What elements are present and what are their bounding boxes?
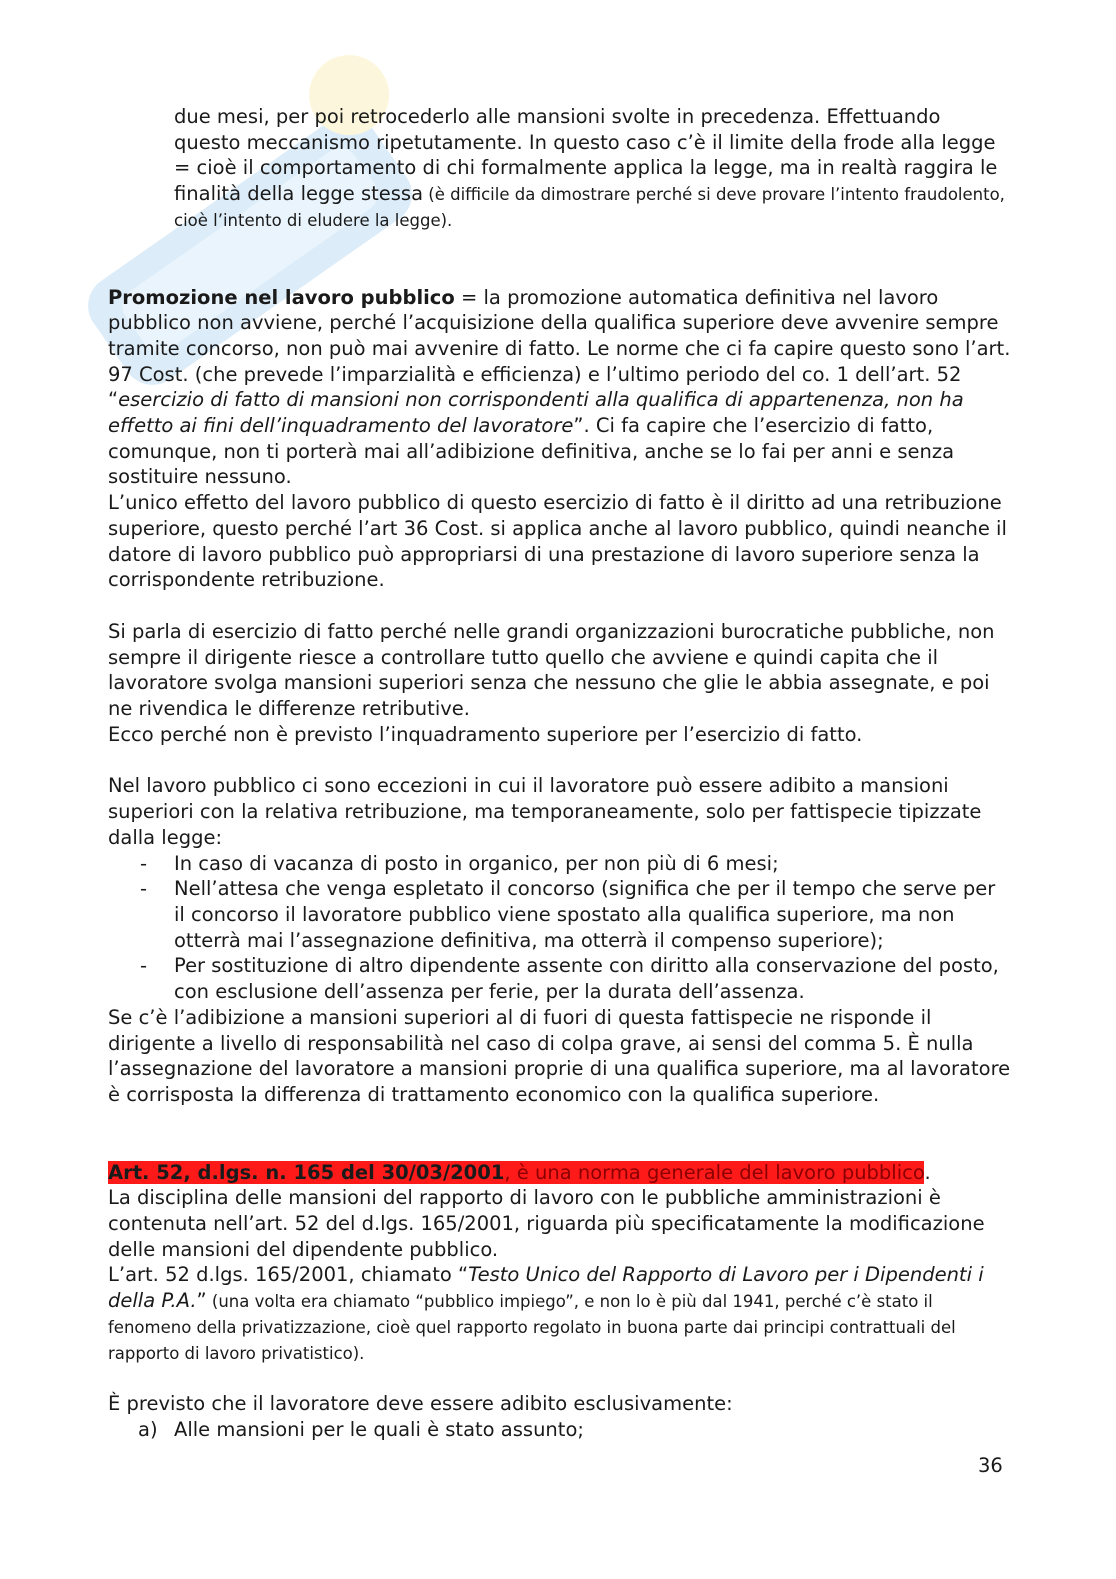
art52-paragraph-3: È previsto che il lavoratore deve essere adibito esclusivamente: xyxy=(108,1392,733,1416)
eccezioni-list xyxy=(108,851,1012,1005)
promozione-quote: esercizio di fatto di mansioni non corrispondenti alla qualifica di appartenenza, non ha effetto ai fini dell’inquadramento del lavoratore xyxy=(108,388,964,438)
promozione-paragraph-2: L’unico effetto del lavoro pubblico di questo esercizio di fatto è il diritto ad una retribuzione superiore, questo perché l’art 36 Cost. si applica anche al lavoro pubblico, quindi neanche il datore di lavoro pubblico può appropriarsi di una prestazione di lavoro superiore senza la corrispondente retribuzione. xyxy=(108,491,1007,592)
continuation-text: due mesi, per poi retrocederlo alle mansioni svolte in precedenza. Effettuando questo meccanismo ripetutamente. In questo caso c’è il limite della frode alla legge = cioè il comportamento di chi formalmente applica la legge, ma in realtà raggira le finalità della legge stessa xyxy=(174,105,998,206)
art52-note: (una volta era chiamato “pubblico impiego”, e non lo è più dal 1941, perché c’è stato il fenomeno della privatizzazione, cioè quel rapporto regolato in buona parte dai principi contrattuali del rapporto di lavoro privatistico). xyxy=(108,1292,956,1363)
art52-paragraph-2: L’art. 52 d.lgs. 165/2001, chiamato “Testo Unico del Rapporto di Lavoro per i Dipendenti i della P.A.” (una volta era chiamato “pubblico impiego”, e non lo è più dal 1941, perché c’è stato il fenomeno della privatizzazione, cioè quel rapporto regolato in buona parte dai principi contrattuali del rapporto di lavoro privatistico). xyxy=(108,1263,984,1363)
esercizio-paragraph-1: Si parla di esercizio di fatto perché nelle grandi organizzazioni burocratiche pubbliche, non sempre il dirigente riesce a controllare tutto quello che avviene e quindi capita che il lavoratore svolga mansioni superiori senza che nessuno che glie le abbia assegnate, e poi ne rivendica le differenze retributive. xyxy=(108,619,995,721)
continuation-note: (è difficile da dimostrare perché si deve provare l’intento fraudolento, cioè l’intento di eludere la legge). xyxy=(174,185,1005,230)
art52-heading: Art. 52, d.lgs. n. 165 del 30/03/2001, è una norma generale del lavoro pubblico. xyxy=(108,1160,931,1184)
bullet-marker: - xyxy=(140,851,148,875)
bullet-marker: - xyxy=(140,954,148,978)
art52-paragraph-1: La disciplina delle mansioni del rapporto di lavoro con le pubbliche amministrazioni è contenuta nell’art. 52 del d.lgs. 165/2001, riguarda più specificatamente la modificazione delle mansioni del dipendente pubblico. xyxy=(108,1186,985,1261)
eccezioni-intro: Nel lavoro pubblico ci sono eccezioni in cui il lavoratore può essere adibito a mansioni superiori con la relativa retribuzione, ma temporaneamente, solo per fattispecie tipizzate dalla legge: xyxy=(108,774,982,849)
continuation-paragraph xyxy=(174,104,1012,233)
promozione-paragraph xyxy=(108,285,1012,491)
art52-title: Art. 52, d.lgs. n. 165 del 30/03/2001 xyxy=(108,1160,505,1184)
document-page xyxy=(108,104,1012,1443)
art52-quote: Testo Unico del Rapporto di Lavoro per i Dipendenti i della P.A. xyxy=(108,1263,984,1313)
list-item: - Per sostituzione di altro dipendente assente con diritto alla conservazione del posto, con esclusione dell’assenza per ferie, per la durata dell’assenza. xyxy=(140,954,999,1004)
art52-subtitle: , è una norma generale del lavoro pubblico xyxy=(504,1160,925,1184)
list-item: a) Alle mansioni per le quali è stato assunto; xyxy=(138,1417,584,1441)
page-number: 36 xyxy=(978,1454,1003,1477)
bullet-marker: - xyxy=(140,877,148,901)
eccezioni-closing: Se c’è l’adibizione a mansioni superiori al di fuori di questa fattispecie ne risponde il dirigente a livello di responsabilità nel caso di colpa grave, ai sensi del comma 5. È nulla l’assegnazione del lavoratore a mansioni proprie di una qualifica superiore, ma al lavoratore è corrisposta la differenza di trattamento economico con la qualifica superiore. xyxy=(108,1005,1011,1106)
promozione-text2: ”. Ci fa capire che l’esercizio di fatto, comunque, non ti porterà mai all’adibizione definitiva, anche se lo fai per anni e senza sostituire nessuno. xyxy=(108,414,955,489)
art52-list xyxy=(108,1417,1012,1443)
list-item: - In caso di vacanza di posto in organico, per non più di 6 mesi; xyxy=(140,851,779,875)
list-item: - Nell’attesa che venga espletato il concorso (significa che per il tempo che serve per il concorso il lavoratore pubblico viene spostato alla qualifica superiore, ma non otterrà mai l’assegnazione definitiva, ma otterrà il compenso superiore); xyxy=(140,877,996,952)
promozione-title: Promozione nel lavoro pubblico xyxy=(108,285,455,309)
list-marker: a) xyxy=(138,1417,158,1441)
promozione-text1: = la promozione automatica definitiva nel lavoro pubblico non avviene, perché l’acquisizione della qualifica superiore deve avvenire sempre tramite concorso, non può mai avvenire di fatto. Le norme che ci fa capire questo sono l’art. 97 Cost. (che prevede l’imparzialità e efficienza) e l’ultimo periodo del co. 1 dell’art. 52 “ xyxy=(108,285,1011,412)
esercizio-paragraph-2: Ecco perché non è previsto l’inquadramento superiore per l’esercizio di fatto. xyxy=(108,722,863,746)
